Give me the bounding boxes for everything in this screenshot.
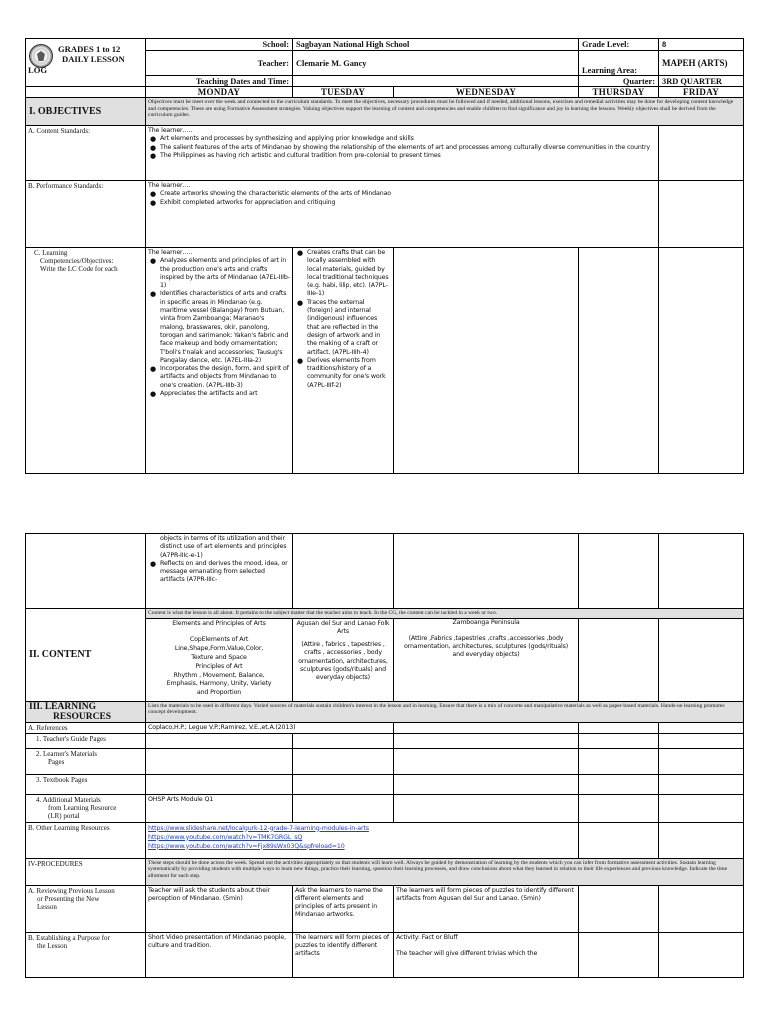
list-item: ● Art elements and processes by synthesizing and applying prior knowledge and skills [150,135,414,144]
additional-materials-label-line-1: 4. Additional Materials [36,795,101,804]
additional-materials-wednesday [394,794,579,822]
performance-standards-intro: The learner…. [148,182,191,189]
other-resources-label: B. Other Learning Resources [26,822,146,858]
performance-standards-friday [659,181,744,248]
performance-standards-label: B. Performance Standards: [26,181,146,248]
review-lesson-label-line-2: or Presenting the New [37,894,100,903]
resource-link[interactable]: https://www.youtube.com/watch?v=TMK7GRGL_sQ [148,833,303,841]
competencies-cont-thursday [579,534,659,609]
purpose-wednesday-line-1: Activity: Fact or Bluff [396,933,458,941]
resource-link[interactable]: https://www.youtube.com/watch?v=Fjx89sWx03Q&spfreload=10 [148,842,345,850]
content-tuesday-text: (Attire , fabrics , tapestries , crafts , accessories , body ornamentation, architectures, sculptures (gods/rituals) and everyday objects) [298,641,388,682]
quarter-value: 3RD QUARTER [659,76,744,87]
procedures-title: IV-PROCEDURES [26,858,146,885]
title-line-2: DAILY LESSON [62,54,125,64]
resources-title [26,701,146,722]
content-monday-line: Principles of Art [195,662,243,670]
day-header-blank [26,87,146,98]
tg-pages-monday [146,733,293,748]
content-monday-line: Texture and Space [191,653,247,661]
content-monday [146,618,293,701]
purpose-label [26,932,146,977]
list-item: ● Analyzes elements and principles of art in the production one's arts and crafts inspired by the arts of Mindanao (A7EL-IIIb-1) [150,257,290,290]
additional-materials-label-line-2: from Learning Resource [48,804,117,813]
resources-title-line-1: III. LEARNING [29,701,97,712]
content-tuesday [293,618,394,701]
content-standards-label: A. Content Standards: [26,126,146,181]
review-lesson-tuesday: Ask the learners to name the different elements and principles of arts present in Mindanao artworks. [293,885,394,932]
references-value: Coplaco,H.P.; Legue V.P.;Ramirez, V.E.,et.A.(2013) [146,722,394,733]
textbook-pages-friday [659,774,744,794]
content-monday-title: Elements and Principles of Arts [172,619,266,627]
textbook-pages-monday [146,774,293,794]
lm-pages-friday [659,748,744,774]
additional-materials-label [26,794,146,822]
list-item: ● Derives elements from traditions/history of a community for one's work (A7PL-IIIf-2) [297,356,386,389]
school-value: Sagbayan National High School [293,39,579,51]
day-wednesday: WEDNESDAY [394,87,579,98]
competencies-friday [659,248,744,474]
page-2 [0,512,768,1024]
quarter-label: Quarter: [579,76,659,87]
content-monday-line: Rhythm , Movement, Balance, [173,671,265,679]
resources-note: Lists the materials to be used in different days. Varied sources of materials sustain children's interest in the lesson and in learning. Ensure that there is a mix of concrete and manipulative materials as well as paper-based materials. Hands-on learning promotes concept development. [146,701,744,722]
references-label: A. References [26,722,146,733]
lm-pages-wednesday [394,748,579,774]
list-item: ● Create artworks showing the characteristic elements of the arts of Mindanao [150,190,391,199]
competencies-label-line-1: C. Learning [34,249,68,257]
tg-pages-thursday [579,733,659,748]
competencies-cont-tuesday [293,534,394,609]
purpose-thursday [579,932,659,977]
content-standards-friday [659,126,744,181]
day-tuesday: TUESDAY [293,87,394,98]
competencies-wednesday [394,248,579,474]
references-friday [659,722,744,733]
content-monday-line: CopElements of Art [189,636,249,644]
purpose-label-line-1: B. Establishing a Purpose for [28,933,110,942]
list-item: ● Incorporates the design, form, and spirit of artifacts and objects from Mindanao to one's creation. (A7PL-IIIb-3) [150,365,289,389]
review-lesson-label [26,885,146,932]
dates-value [293,76,579,87]
competencies-cont-text: objects in terms of its utilization and their distinct use of art elements and principles (A7PR-IIIc-e-1) [160,535,287,559]
content-monday-line: and Proportion [196,689,242,697]
dll-table-page-1 [25,38,744,474]
purpose-monday: Short Video presentation of Mindanao people, culture and tradition. [146,932,293,977]
lm-pages-tuesday [293,748,394,774]
dll-table-page-2 [25,533,744,978]
list-item: ● Traces the external (foreign) and internal (indigenous) influences that are reflected in the design of artwork and in the making of a craft or artifact. (A7PL-IIIh-4) [297,298,381,356]
tg-pages-friday [659,733,744,748]
list-item: ● The Philippines as having rich artistic and cultural tradition from pre-colonial to present times [150,151,441,160]
competencies-label [26,248,146,474]
content-monday-line: Line,Shape,Form,Value,Color, [174,645,264,653]
purpose-label-line-2: the Lesson [37,941,68,950]
competencies-cont-wednesday [394,534,579,609]
content-title: II. CONTENT [26,609,146,702]
list-item: ● The salient features of the arts of Mindanao by showing the relationship of the elements of art and processes among culturally diverse communities in the country [150,143,651,152]
grade-value: 8 [659,39,744,51]
lm-pages-label-line-1: 2. Learner's Materials [36,749,97,758]
competencies-monday [146,248,293,474]
additional-materials-monday: OHSP Arts Module Q1 [146,794,293,822]
list-item: ● Exhibit completed artworks for appreciation and critiquing [150,198,336,207]
list-item: ● Creates crafts that can be locally assembled with local materials, guided by local traditional techniques (e.g. habi, lilip, etc). (A7PL-IIIe-1) [297,249,389,298]
competencies-label-line-2: Competencies/Objectives: [40,257,114,266]
day-thursday: THURSDAY [579,87,659,98]
area-label: Learning Area: [579,51,659,76]
additional-materials-thursday [579,794,659,822]
grade-label: Grade Level: [579,39,659,51]
additional-materials-label-line-3: (LR) portal [48,812,80,821]
procedures-note: These steps should be done across the week. Spread out the activities appropriately so that students will learn well. Always be guided by demonstration of learning by the students which you can infer from formative assessment activities. Sustain learning systematically by providing students with multiple ways to learn new things, practice their learning, question their learning processes, and draw conclusions about what they learned in relation to their life experiences and previous knowledge. Indicate the time allotment for each step. [146,858,744,885]
review-lesson-label-line-1: A. Reviewing Previous Lesson [28,886,115,895]
list-item: ● Appreciates the artifacts and art [150,390,258,399]
review-lesson-monday: Teacher will ask the students about their perception of Mindanao. (5min) [146,885,293,932]
content-monday-line: Emphasis, Harmony, Unity, Variety [166,680,272,688]
lm-pages-monday [146,748,293,774]
competencies-label-line-3: Write the LC Code for each [40,265,118,274]
competencies-monday-intro: The learner….. [148,249,193,256]
review-lesson-wednesday: The learners will form pieces of puzzles to identify different artifacts from Agusan del Sur and Lanao. (5min) [394,885,579,932]
competencies-thursday [579,248,659,474]
content-friday [659,618,744,701]
day-monday: MONDAY [146,87,293,98]
references-wednesday [394,722,579,733]
content-wednesday-text: (Attire ,Fabrics ,tapestries ,crafts ,accessories ,body ornamentation, architectures, sculptures (gods/rituals) and everyday objects) [403,634,569,659]
area-value: MAPEH (ARTS) [659,51,744,76]
review-lesson-friday [659,885,744,932]
textbook-pages-label: 3. Textbook Pages [26,774,146,794]
textbook-pages-wednesday [394,774,579,794]
review-lesson-label-line-3: Lesson [37,902,57,911]
objectives-title: I. OBJECTIVES [26,98,146,126]
title-line-1: GRADES 1 to 12 [58,44,121,54]
textbook-pages-thursday [579,774,659,794]
purpose-tuesday: The learners will form pieces of puzzles to identify different artifacts [293,932,394,977]
competencies-cont-friday [659,534,744,609]
competencies-cont-monday [146,534,293,609]
performance-standards-cell [146,181,659,248]
tg-pages-label: 1. Teacher's Guide Pages [26,733,146,748]
purpose-wednesday-line-2: The teacher will give different trivias which the [396,949,538,957]
title-line-3: LOG [28,65,48,75]
objectives-note: Objectives must be meet over the week and connected to the curriculum standards. To meet the objectives, necessary procedures must be followed and if needed, additional lessons, exercises and remedial activities may be done for developing content knowledge and competencies. These are using Formative Assessment strategies. Valuing objectives support the learning of content and competencies and enable children to find significance and joy in learning the lessons. Weekly objectives shall be derived from the curriculum guides. [146,98,744,126]
competencies-cont-label [26,534,146,609]
list-item: ● Reflects on and derives the mood, idea, or message emanating from selected artifacts (A7PR-IIIc- [150,559,288,584]
content-standards-cell [146,126,659,181]
content-wednesday [394,618,579,701]
school-label: School: [146,39,293,51]
tg-pages-tuesday [293,733,394,748]
dates-label: Teaching Dates and Time: [146,76,293,87]
lm-pages-thursday [579,748,659,774]
content-standards-intro: The learner….. [148,127,193,134]
lm-pages-label [26,748,146,774]
tg-pages-wednesday [394,733,579,748]
additional-materials-friday [659,794,744,822]
other-resources-friday [659,822,744,858]
review-lesson-thursday [579,885,659,932]
content-wednesday-title: Zamboanga Peninsula [452,618,520,626]
purpose-wednesday [394,932,579,977]
content-tuesday-title: Agusan del Sur and Lanao Folk Arts [296,619,390,635]
references-thursday [579,722,659,733]
lm-pages-label-line-2: Pages [48,758,65,767]
dll-title-block [26,39,146,87]
purpose-friday [659,932,744,977]
other-resources-links [146,822,579,858]
day-friday: FRIDAY [659,87,744,98]
textbook-pages-tuesday [293,774,394,794]
teacher-label: Teacher: [146,51,293,76]
list-item: ● Identifies characteristics of arts and crafts in specific areas in Mindanao (e.g. maritime vessel (Balangay) from Butuan, vinta from Zamboanga; Maranao's malong, brasswares, okir, panolong, torogan and sarimanok; Yakan's fabric and face makeup and body ornamentation; T'boli's t'nalak and accessories; Tausug's Pangalay dance, etc. (A7EL-IIIa-2) [150,290,289,364]
resource-link[interactable]: https://www.slideshare.net/localgurk-12-grade-7-learning-modules-in-arts [148,824,369,832]
teacher-value: Clemarie M. Gancy [293,51,579,76]
other-resources-thursday [579,822,659,858]
additional-materials-tuesday [293,794,394,822]
content-note: Content is what the lesson is all about. It pertains to the subject matter that the teacher aims to teach. In the CG, the content can be tackled in a week or two. [146,609,744,619]
resources-title-line-2: RESOURCES [53,711,112,722]
competencies-tuesday [293,248,394,474]
content-thursday [579,618,659,701]
